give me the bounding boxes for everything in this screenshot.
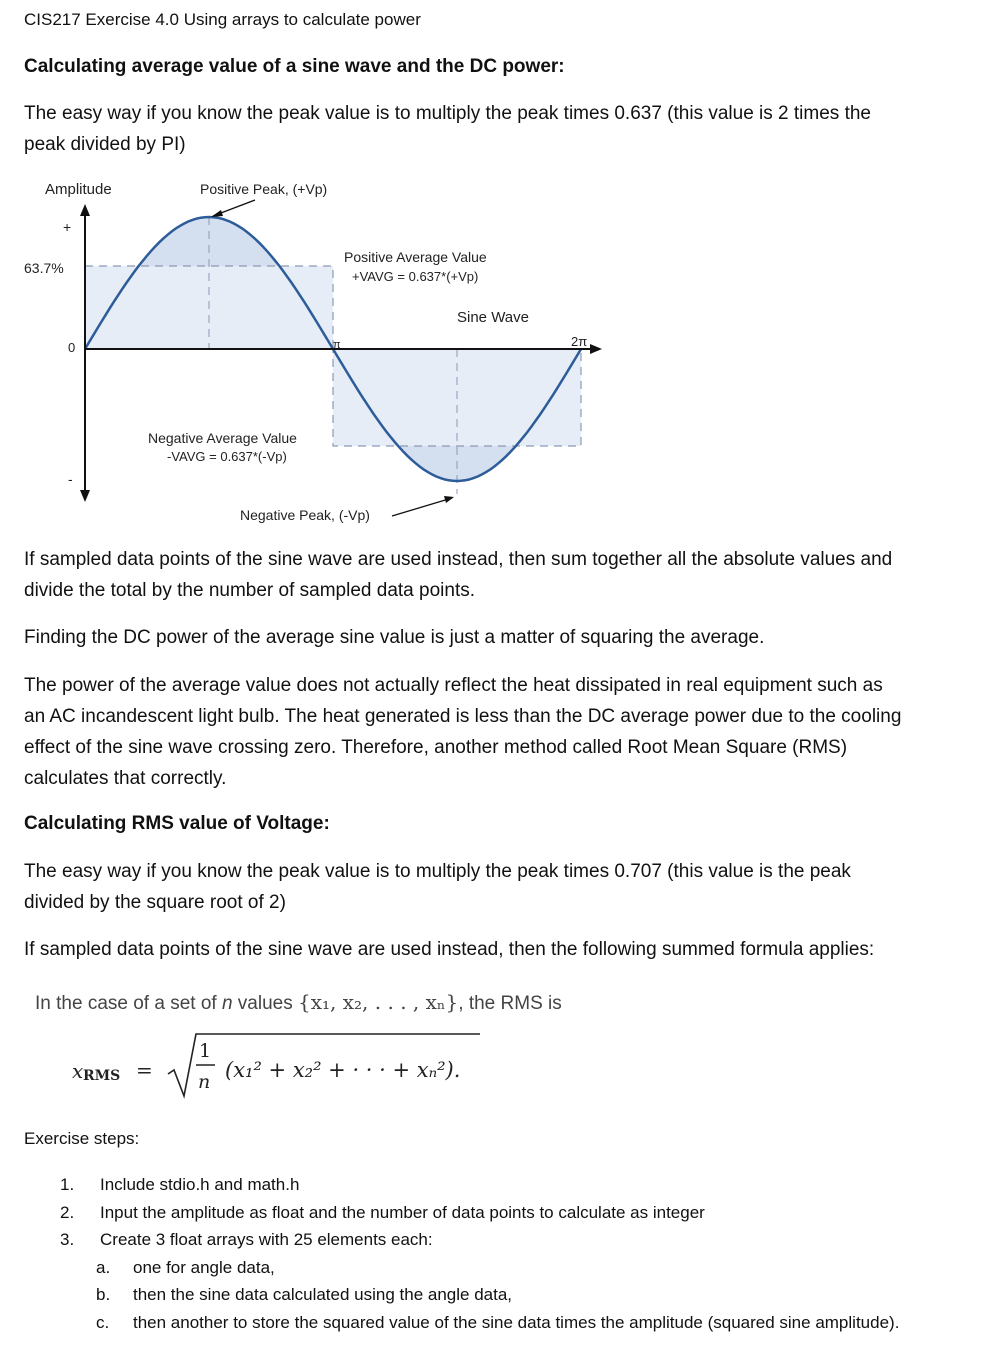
exercise-steps-list (58, 1171, 968, 1336)
formula-body: (x₁² + x₂² + · · · + xₙ²). (225, 1058, 461, 1082)
step-text: Include stdio.h and math.h (100, 1175, 300, 1194)
formula-denominator: n (198, 1071, 211, 1093)
negative-peak-pointer-head (444, 496, 454, 503)
plus-label: + (63, 219, 72, 235)
rms-intro-mid: values (232, 993, 299, 1014)
substep-text: then another to store the squared value of the sine data times the amplitude (squared sine amplitude). (133, 1312, 900, 1332)
substeps-list (58, 1254, 968, 1337)
substep-item (58, 1309, 968, 1337)
two-pi-label: 2π (571, 334, 588, 349)
para-easy-rms-line1: The easy way if you know the peak value is to multiply the peak times 0.707 (this value is the peak (24, 861, 851, 882)
substep-letter: b. (96, 1285, 111, 1304)
minus-label: - (68, 471, 73, 487)
sine-wave-label: Sine Wave (457, 309, 529, 326)
step-item (58, 1199, 968, 1227)
negative-peak-pointer (392, 498, 452, 516)
rms-intro-n: n (221, 993, 233, 1014)
substep-item (58, 1281, 968, 1309)
para-heat (24, 670, 988, 794)
para-sampled-line2: divide the total by the number of sampled data points. (24, 580, 475, 601)
step-number: 3. (60, 1230, 75, 1249)
y-axis-arrow-up (80, 204, 90, 216)
heading-rms: Calculating RMS value of Voltage: (24, 813, 330, 834)
para-sampled (24, 544, 988, 606)
formula-numerator: 1 (199, 1040, 212, 1062)
substep-letter: a. (96, 1257, 111, 1277)
step-item (58, 1226, 968, 1254)
para-easy-average (24, 98, 988, 160)
substep-letter: c. (96, 1312, 110, 1332)
positive-peak-pointer-head (211, 210, 223, 217)
heading-average: Calculating average value of a sine wave and the DC power: (24, 56, 565, 77)
substeps-container (58, 1254, 968, 1337)
exercise-steps-title: Exercise steps: (24, 1129, 140, 1148)
para-easy-rms (24, 856, 988, 918)
para-easy-rms-line2: divided by the square root of 2) (24, 892, 286, 913)
zero-label: 0 (68, 340, 76, 355)
amplitude-label: Amplitude (45, 181, 112, 198)
substep-text: one for angle data, (133, 1257, 275, 1277)
para-heat-line4: calculates that correctly. (24, 768, 227, 789)
step-text: Input the amplitude as float and the number of data points to calculate as integer (100, 1202, 705, 1222)
formula-lhs: x (72, 1059, 84, 1083)
step-number: 2. (60, 1202, 75, 1222)
negative-peak-label: Negative Peak, (-Vp) (240, 507, 370, 523)
step-text: Create 3 float arrays with 25 elements each: (100, 1230, 433, 1249)
positive-average-title: Positive Average Value (344, 249, 487, 265)
rms-intro-post: , the RMS is (458, 993, 562, 1014)
rms-definition-text (35, 990, 562, 1015)
pi-label: π (333, 339, 341, 351)
x-axis-arrow (590, 344, 602, 354)
y-axis-arrow-down (80, 490, 90, 502)
positive-average-formula: +VAVG = 0.637*(+Vp) (352, 269, 479, 284)
para-heat-line1: The power of the average value does not actually reflect the heat dissipated in real equipment such as (24, 675, 883, 696)
para-heat-line3: effect of the sine wave crossing zero. Therefore, another method called Root Mean Square (RMS) (24, 737, 848, 758)
para-heat-line2: an AC incandescent light bulb. The heat generated is less than the DC average power due to the cooling (24, 706, 902, 727)
sine-wave-diagram (0, 172, 988, 532)
para-formula-intro: If sampled data points of the sine wave are used instead, then the following summed formula applies: (24, 939, 875, 960)
formula-lhs-sub: RMS (83, 1068, 121, 1084)
step-item (58, 1171, 968, 1199)
document-title: CIS217 Exercise 4.0 Using arrays to calculate power (24, 10, 421, 29)
substep-item (58, 1254, 968, 1282)
negative-average-formula: -VAVG = 0.637*(-Vp) (167, 449, 287, 464)
negative-average-title: Negative Average Value (148, 430, 297, 446)
formula-equals: = (136, 1058, 153, 1082)
para-dc-power: Finding the DC power of the average sine value is just a matter of squaring the average. (24, 627, 765, 648)
pct-label: 63.7% (24, 260, 64, 276)
step-number: 1. (60, 1175, 75, 1194)
substep-text: then the sine data calculated using the angle data, (133, 1285, 513, 1304)
para-sampled-line1: If sampled data points of the sine wave are used instead, then sum together all the absolute values and (24, 549, 893, 570)
para-easy-average-line1: The easy way if you know the peak value is to multiply the peak times 0.637 (this value is 2 times the (24, 103, 871, 124)
rms-intro-pre: In the case of a set of (35, 993, 222, 1014)
para-easy-average-line2: peak divided by PI) (24, 134, 186, 155)
rms-intro-set: {x₁, x₂, . . . , xₙ} (298, 990, 459, 1014)
rms-formula (60, 1030, 500, 1100)
positive-peak-label: Positive Peak, (+Vp) (200, 181, 328, 197)
